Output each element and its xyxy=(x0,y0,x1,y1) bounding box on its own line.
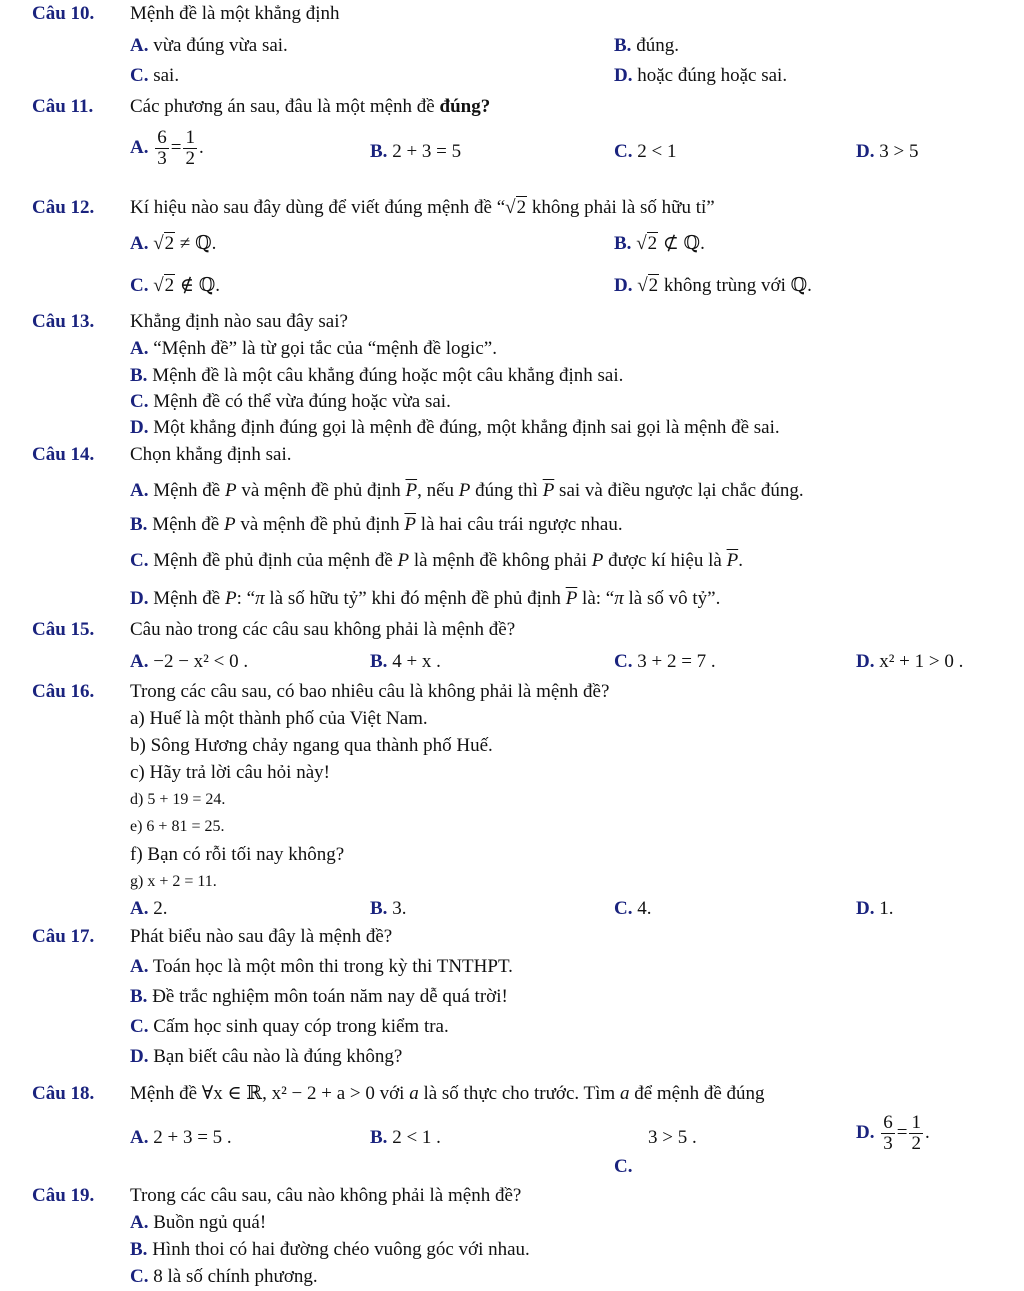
option-text: Mệnh đề xyxy=(153,588,225,609)
q16-statement-a: a) Huế là một thành phố của Việt Nam. xyxy=(130,708,428,729)
var-p: P xyxy=(223,514,236,535)
option-label: A. xyxy=(130,136,149,158)
question-text: Trong các câu sau, có bao nhiêu câu là không phải là mệnh đề? xyxy=(130,681,610,702)
var-p: P xyxy=(225,588,237,609)
option-text: Hình thoi có hai đường chéo vuông góc với nhau. xyxy=(152,1239,530,1260)
q16-option-d[interactable] xyxy=(856,897,893,921)
q11-option-b[interactable] xyxy=(370,140,461,164)
q14-option-b[interactable] xyxy=(130,513,623,537)
option-text: Một khẳng định đúng gọi là mệnh đề đúng, một khẳng định sai gọi là mệnh đề sai. xyxy=(153,417,780,438)
option-text: Bạn biết câu nào là đúng không? xyxy=(153,1046,403,1067)
option-text: là số vô tỷ”. xyxy=(623,588,721,609)
option-text: vừa đúng vừa sai. xyxy=(153,35,288,56)
question-text: Mệnh đề xyxy=(130,1083,202,1104)
sqrt-symbol: √2 xyxy=(153,233,175,254)
question-text-end: không phải là số hữu tỉ” xyxy=(527,197,715,218)
option-label: A. xyxy=(130,1212,149,1233)
q12-option-a[interactable] xyxy=(130,232,216,256)
option-text: 4. xyxy=(637,898,652,919)
var-p: P xyxy=(225,480,237,501)
option-label: C. xyxy=(130,65,149,86)
option-text: 1. xyxy=(879,898,894,919)
option-text: và mệnh đề phủ định xyxy=(236,480,406,501)
question-text: Chọn khẳng định sai. xyxy=(130,444,292,465)
question-text: để mệnh đề đúng xyxy=(629,1083,765,1104)
question-17 xyxy=(32,925,392,949)
var-p-bar: $\overline{P}$ xyxy=(404,514,417,535)
option-label: B. xyxy=(614,35,632,56)
var-p-bar: $\overline{P}$ xyxy=(726,550,739,571)
option-text: : “ xyxy=(236,588,256,609)
q19-option-c[interactable] xyxy=(130,1265,318,1289)
question-number: Câu 17. xyxy=(32,926,95,947)
q16-option-b[interactable] xyxy=(370,897,406,921)
option-text: là: “ xyxy=(577,588,615,609)
q14-option-c[interactable] xyxy=(130,549,743,573)
q13-option-a[interactable] xyxy=(130,337,497,361)
var-p-bar: $\overline{P}$ xyxy=(565,588,578,609)
option-text: Mệnh đề phủ định của mệnh đề xyxy=(153,550,398,571)
denominator: 2 xyxy=(911,1132,921,1154)
option-label: D. xyxy=(856,651,875,672)
option-text: đúng thì xyxy=(470,480,543,501)
denominator: 3 xyxy=(157,147,167,169)
option-text: 2 + 3 = 5 xyxy=(392,141,462,162)
q15-option-d[interactable] xyxy=(856,650,963,674)
q17-option-b[interactable] xyxy=(130,985,508,1009)
q16-statement-e: e) 6 + 81 = 25. xyxy=(130,818,225,835)
option-text: và mệnh đề phủ định xyxy=(235,514,405,535)
option-label: C. xyxy=(130,1266,149,1287)
question-number: Câu 11. xyxy=(32,96,94,117)
option-text: được kí hiệu là xyxy=(603,550,727,571)
question-text: là số thực cho trước. Tìm xyxy=(418,1083,620,1104)
option-text: Buồn ngủ quá! xyxy=(153,1212,267,1233)
option-label: D. xyxy=(856,1121,875,1143)
option-text: 2 + 3 = 5 . xyxy=(153,1127,232,1148)
option-label: A. xyxy=(130,956,149,977)
q14-option-d[interactable] xyxy=(130,587,720,611)
equals-sign: = xyxy=(170,136,182,158)
q17-option-c[interactable] xyxy=(130,1015,449,1039)
option-text: ∉ ℚ. xyxy=(175,275,221,296)
option-label: D. xyxy=(614,275,633,296)
option-text: 8 là số chính phương. xyxy=(153,1266,318,1287)
pi-symbol: π xyxy=(255,588,265,609)
q18-option-c-text[interactable]: 3 > 5 . xyxy=(648,1127,697,1148)
q14-option-a[interactable] xyxy=(130,479,804,503)
q16-option-a[interactable] xyxy=(130,897,167,921)
option-text: là hai câu trái ngược nhau. xyxy=(416,514,623,535)
option-text: 3 > 5 xyxy=(879,141,919,162)
option-label: B. xyxy=(130,514,148,535)
option-label: C. xyxy=(614,898,633,919)
q16-statement-c: c) Hãy trả lời câu hỏi này! xyxy=(130,762,330,783)
fraction xyxy=(155,128,169,169)
q12-option-c[interactable] xyxy=(130,274,220,298)
option-label: B. xyxy=(370,898,388,919)
option-text: Mệnh đề xyxy=(152,514,224,535)
option-text: đúng. xyxy=(636,35,679,56)
q15-option-a[interactable] xyxy=(130,650,248,674)
option-label: A. xyxy=(130,651,149,672)
question-18 xyxy=(32,1082,765,1106)
option-text: , nếu xyxy=(417,480,459,501)
question-text: Khẳng định nào sau đây sai? xyxy=(130,311,348,332)
option-label: D. xyxy=(130,417,149,438)
var-a: a xyxy=(619,1083,630,1104)
question-15 xyxy=(32,618,515,642)
var-p: P xyxy=(458,480,471,501)
q13-option-d[interactable] xyxy=(130,416,780,440)
sqrt-symbol: √2 xyxy=(637,275,659,296)
question-19 xyxy=(32,1184,521,1208)
option-label: C. xyxy=(130,391,149,412)
q19-option-b[interactable] xyxy=(130,1238,530,1262)
option-text: 4 + x . xyxy=(392,651,441,672)
q13-option-c[interactable] xyxy=(130,390,451,414)
option-label: D. xyxy=(130,1046,149,1067)
var-p-bar: $\overline{P}$ xyxy=(542,480,555,501)
question-number: Câu 15. xyxy=(32,619,95,640)
question-number: Câu 19. xyxy=(32,1185,95,1206)
option-text: “Mệnh đề” là từ gọi tắc của “mệnh đề logic”. xyxy=(153,338,497,359)
option-text: Cấm học sinh quay cóp trong kiểm tra. xyxy=(153,1016,449,1037)
question-text: Trong các câu sau, câu nào không phải là mệnh đề? xyxy=(130,1185,522,1206)
question-14 xyxy=(32,443,292,467)
q11-option-a[interactable] xyxy=(130,128,204,169)
option-text: x² + 1 > 0 . xyxy=(879,651,964,672)
period: . xyxy=(924,1121,930,1143)
q16-statement-d: d) 5 + 19 = 24. xyxy=(130,791,226,808)
option-text: sai. xyxy=(153,65,180,86)
question-number: Câu 10. xyxy=(32,3,95,24)
fraction xyxy=(909,1113,923,1154)
numerator: 6 xyxy=(157,127,167,148)
q17-option-d[interactable] xyxy=(130,1045,402,1069)
question-text: Kí hiệu nào sau đây dùng để viết đúng mệnh đề “ xyxy=(130,197,506,218)
var-p-bar: $\overline{P}$ xyxy=(405,480,418,501)
question-number: Câu 14. xyxy=(32,444,95,465)
option-text: 3 + 2 = 7 . xyxy=(637,651,716,672)
question-number: Câu 13. xyxy=(32,311,95,332)
question-text: Các phương án sau, đâu là một mệnh đề xyxy=(130,96,440,117)
option-label: B. xyxy=(370,651,388,672)
option-text: . xyxy=(738,550,743,571)
question-text: Câu nào trong các câu sau không phải là mệnh đề? xyxy=(130,619,516,640)
q12-option-b[interactable] xyxy=(614,232,705,256)
radicand: 2 xyxy=(648,275,659,296)
q12-option-d[interactable] xyxy=(614,274,812,298)
question-text-bold: đúng? xyxy=(439,96,491,117)
option-text: 2. xyxy=(153,898,168,919)
q17-option-a[interactable] xyxy=(130,955,513,979)
q16-option-c[interactable] xyxy=(614,897,651,921)
fraction xyxy=(183,128,197,169)
option-text: Mệnh đề có thể vừa đúng hoặc vừa sai. xyxy=(153,391,451,412)
option-text: là mệnh đề không phải xyxy=(409,550,592,571)
q11-option-c[interactable] xyxy=(614,140,676,164)
q16-statement-b: b) Sông Hương chảy ngang qua thành phố Huế. xyxy=(130,735,493,756)
q15-option-b[interactable] xyxy=(370,650,441,674)
question-text: Mệnh đề là một khẳng định xyxy=(130,3,340,24)
radicand: 2 xyxy=(516,197,527,218)
option-text: sai và điều ngược lại chắc đúng. xyxy=(554,480,804,501)
q10-option-c[interactable] xyxy=(130,64,179,88)
sqrt-symbol: √2 xyxy=(636,233,658,254)
option-text: Mệnh đề xyxy=(153,480,225,501)
question-number: Câu 18. xyxy=(32,1083,95,1104)
option-label: A. xyxy=(130,35,149,56)
q10-option-a[interactable] xyxy=(130,34,288,58)
option-label: D. xyxy=(856,898,875,919)
question-16 xyxy=(32,680,609,704)
option-text: 2 < 1 . xyxy=(392,1127,441,1148)
option-label: A. xyxy=(130,1127,149,1148)
option-text: 3. xyxy=(392,898,407,919)
question-text: với xyxy=(374,1083,410,1104)
question-number: Câu 16. xyxy=(32,681,95,702)
option-text: ≠ ℚ. xyxy=(175,233,217,254)
option-label: A. xyxy=(130,898,149,919)
period: . xyxy=(198,136,204,158)
option-text: hoặc đúng hoặc sai. xyxy=(637,65,788,86)
denominator: 3 xyxy=(883,1132,893,1154)
q19-option-a[interactable] xyxy=(130,1211,266,1235)
sqrt-symbol: √2 xyxy=(153,275,175,296)
option-label: A. xyxy=(130,338,149,359)
option-label: A. xyxy=(130,233,149,254)
numerator: 1 xyxy=(185,127,195,148)
q10-option-d[interactable] xyxy=(614,64,787,88)
q18-option-b[interactable] xyxy=(370,1126,441,1150)
option-label: B. xyxy=(130,986,148,1007)
numerator: 6 xyxy=(883,1112,893,1133)
q10-option-b[interactable] xyxy=(614,34,679,58)
q13-option-b[interactable] xyxy=(130,364,623,388)
q18-option-d[interactable] xyxy=(856,1113,930,1154)
question-12 xyxy=(32,196,715,220)
option-label: C. xyxy=(130,1016,149,1037)
var-p: P xyxy=(591,550,604,571)
option-label: C. xyxy=(130,550,149,571)
option-text: Đề trắc nghiệm môn toán năm nay dễ quá trời! xyxy=(152,986,508,1007)
question-11 xyxy=(32,95,490,119)
pi-symbol: π xyxy=(614,588,624,609)
q11-option-d[interactable] xyxy=(856,140,918,164)
option-text: 2 < 1 xyxy=(637,141,677,162)
q18-option-c-label: C. xyxy=(614,1156,633,1177)
option-label: B. xyxy=(370,1127,388,1148)
option-text: Toán học là một môn thi trong kỳ thi TNTHPT. xyxy=(152,956,513,977)
option-text: ⊄ ℚ. xyxy=(658,233,705,254)
question-13 xyxy=(32,310,348,334)
denominator: 2 xyxy=(185,147,195,169)
option-label: D. xyxy=(856,141,875,162)
option-label: D. xyxy=(130,588,149,609)
option-text: −2 − x² < 0 . xyxy=(153,651,249,672)
var-p: P xyxy=(397,550,410,571)
option-label: B. xyxy=(370,141,388,162)
option-label: C. xyxy=(130,275,149,296)
option-text: Mệnh đề là một câu khẳng đúng hoặc một câu khẳng định sai. xyxy=(152,365,624,386)
option-label: C. xyxy=(614,141,633,162)
q16-statement-g: g) x + 2 = 11. xyxy=(130,873,217,890)
question-10 xyxy=(32,2,340,26)
option-label: B. xyxy=(130,1239,148,1260)
formula: ∀x ∈ ℝ, x² − 2 + a > 0 xyxy=(201,1083,375,1104)
question-number: Câu 12. xyxy=(32,197,95,218)
fraction xyxy=(881,1113,895,1154)
q15-option-c[interactable] xyxy=(614,650,716,674)
var-a: a xyxy=(409,1083,419,1104)
option-label: C. xyxy=(614,651,633,672)
option-label: B. xyxy=(614,233,632,254)
option-label: B. xyxy=(130,365,148,386)
radicand: 2 xyxy=(647,233,658,254)
option-text: không trùng với ℚ. xyxy=(659,275,812,296)
q16-statement-f: f) Bạn có rỗi tối nay không? xyxy=(130,844,345,865)
question-text: Phát biểu nào sau đây là mệnh đề? xyxy=(130,926,393,947)
radicand: 2 xyxy=(164,275,175,296)
numerator: 1 xyxy=(911,1112,921,1133)
option-label: A. xyxy=(130,480,149,501)
equals-sign: = xyxy=(896,1121,908,1143)
q18-option-a[interactable] xyxy=(130,1126,232,1150)
option-text: là số hữu tỷ” khi đó mệnh đề phủ định xyxy=(264,588,566,609)
radicand: 2 xyxy=(164,233,175,254)
sqrt-symbol: √2 xyxy=(505,197,527,218)
option-label: D. xyxy=(614,65,633,86)
